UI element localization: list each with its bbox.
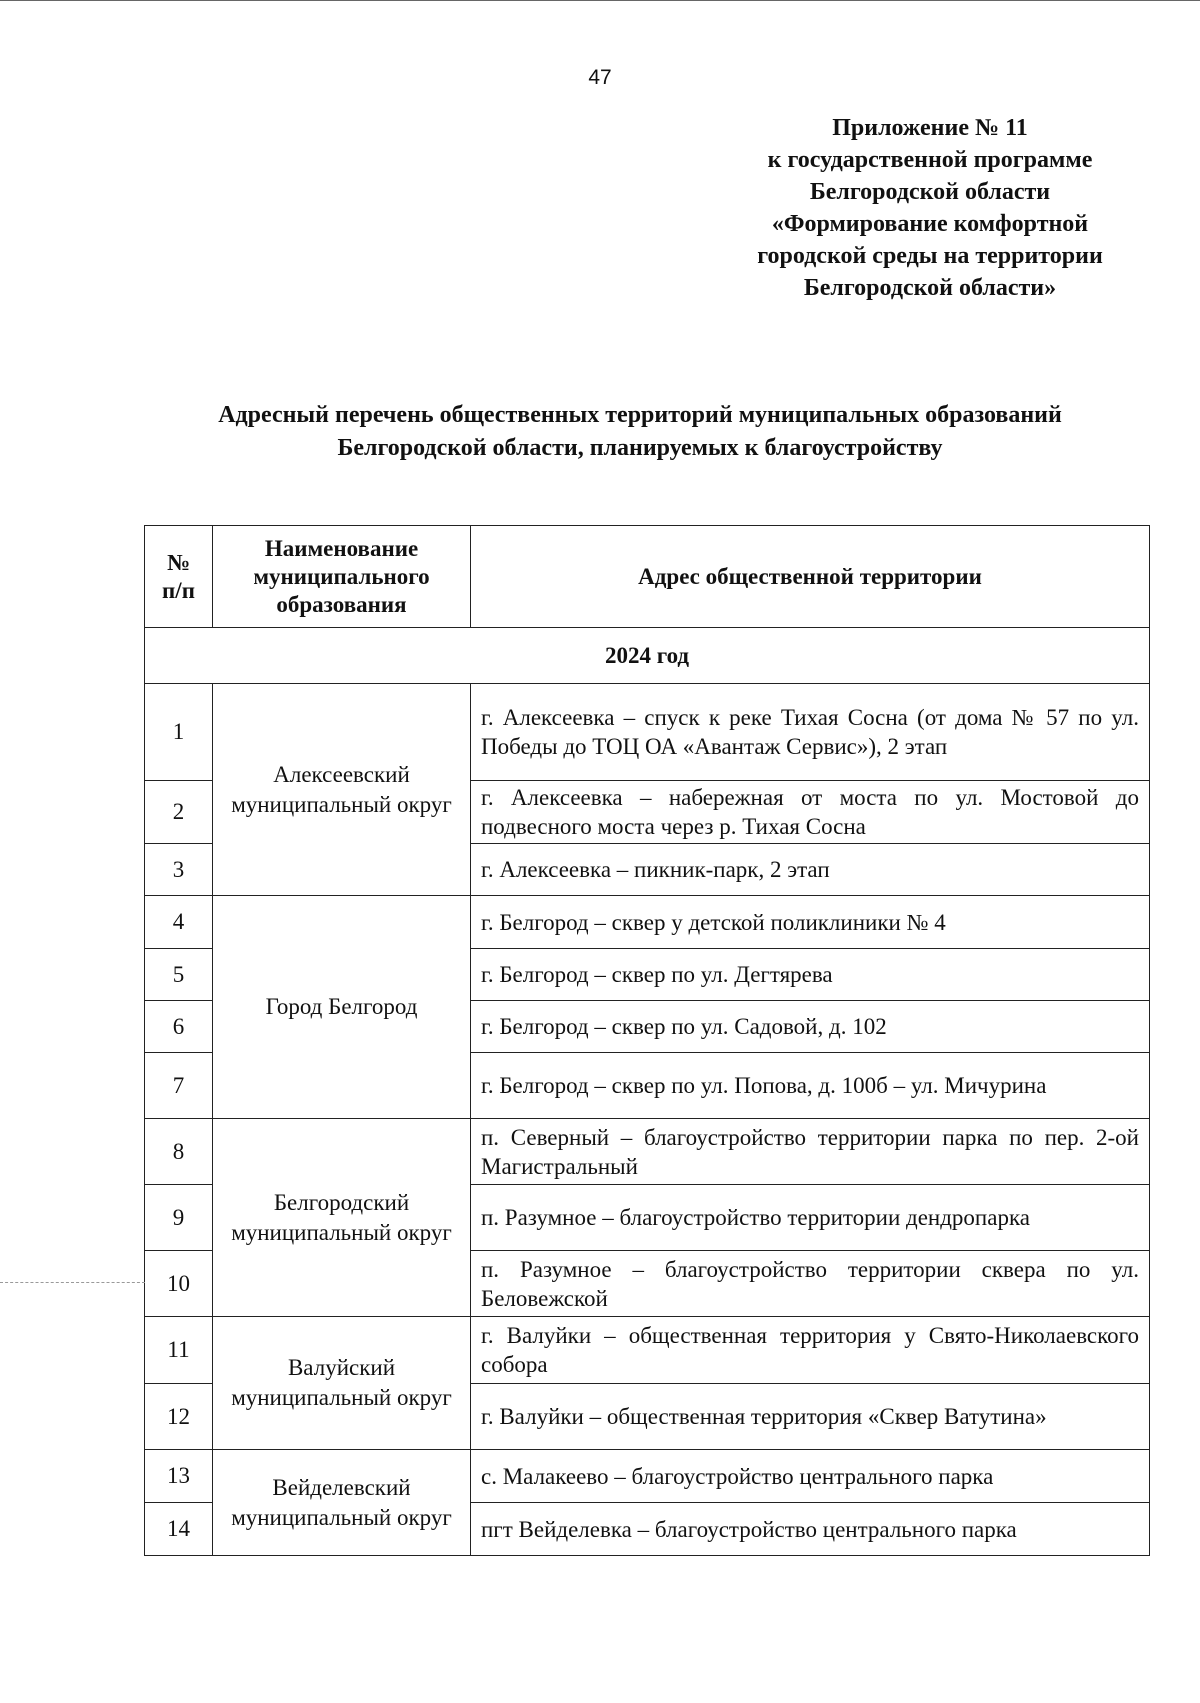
territory-address: г. Алексеевка – спуск к реке Тихая Сосна (от дома № 57 по ул. Победы до ТОЦ ОА «Авантаж Сервис»), 2 этап [471,684,1150,781]
appendix-header [720,112,1140,304]
territory-address: г. Белгород – сквер по ул. Попова, д. 100б – ул. Мичурина [471,1053,1150,1119]
appendix-line: к государственной программе [767,147,1093,173]
territory-address: г. Белгород – сквер по ул. Дегтярева [471,949,1150,1001]
appendix-line: «Формирование комфортной [771,211,1089,237]
header-address: Адрес общественной территории [471,526,1150,628]
municipality-name: Алексеевский муниципальный округ [213,684,471,896]
table-row [145,1450,1150,1503]
municipality-name: Город Белгород [213,896,471,1119]
territory-address: п. Северный – благоустройство территории парка по пер. 2-ой Магистральный [471,1119,1150,1185]
appendix-line: городской среды на территории [757,243,1103,269]
row-number: 5 [145,949,213,1001]
territory-address: г. Алексеевка – пикник-парк, 2 этап [471,844,1150,896]
row-number: 8 [145,1119,213,1185]
row-number: 12 [145,1384,213,1450]
table-row [145,1317,1150,1384]
territory-address: г. Белгород – сквер по ул. Садовой, д. 102 [471,1001,1150,1053]
row-number: 2 [145,781,213,844]
header-num: № п/п [145,526,213,628]
municipality-name: Вейделевский муниципальный округ [213,1450,471,1556]
title-line: Белгородской области, планируемых к благоустройству [337,435,943,461]
territory-address: п. Разумное – благоустройство территории дендропарка [471,1185,1150,1251]
territory-address: пгт Вейделевка – благоустройство центрального парка [471,1503,1150,1556]
row-number: 1 [145,684,213,781]
table-body [145,628,1150,1556]
row-number: 14 [145,1503,213,1556]
row-number: 4 [145,896,213,949]
appendix-line: Белгородской области [809,179,1051,205]
year-row [145,628,1150,684]
page-number: 47 [588,66,612,89]
appendix-line: Белгородской области» [803,275,1057,301]
territory-address: г. Белгород – сквер у детской поликлиники № 4 [471,896,1150,949]
table-row [145,896,1150,949]
municipality-name: Белгородский муниципальный округ [213,1119,471,1317]
row-number: 9 [145,1185,213,1251]
header-municipality: Наименование муниципального образования [213,526,471,628]
territory-address: г. Валуйки – общественная территория у Свято-Николаевского собора [471,1317,1150,1384]
appendix-line: Приложение № 11 [832,115,1028,141]
table-row [145,684,1150,781]
document-title [140,399,1140,465]
territory-address: с. Малакеево – благоустройство центрального парка [471,1450,1150,1503]
scan-top-edge [0,0,1200,1]
scan-artifact-line [0,1282,145,1283]
row-number: 6 [145,1001,213,1053]
table-header-row [145,526,1150,628]
row-number: 7 [145,1053,213,1119]
year-label: 2024 год [145,628,1150,684]
table-row [145,1119,1150,1185]
territory-address: г. Алексеевка – набережная от моста по ул. Мостовой до подвесного моста через р. Тихая Сосна [471,781,1150,844]
row-number: 10 [145,1251,213,1317]
territory-address: п. Разумное – благоустройство территории сквера по ул. Беловежской [471,1251,1150,1317]
title-line: Адресный перечень общественных территорий муниципальных образований [218,402,1062,428]
territory-address: г. Валуйки – общественная территория «Сквер Ватутина» [471,1384,1150,1450]
municipality-name: Валуйский муниципальный округ [213,1317,471,1450]
address-table [144,525,1150,1556]
row-number: 13 [145,1450,213,1503]
row-number: 3 [145,844,213,896]
row-number: 11 [145,1317,213,1384]
